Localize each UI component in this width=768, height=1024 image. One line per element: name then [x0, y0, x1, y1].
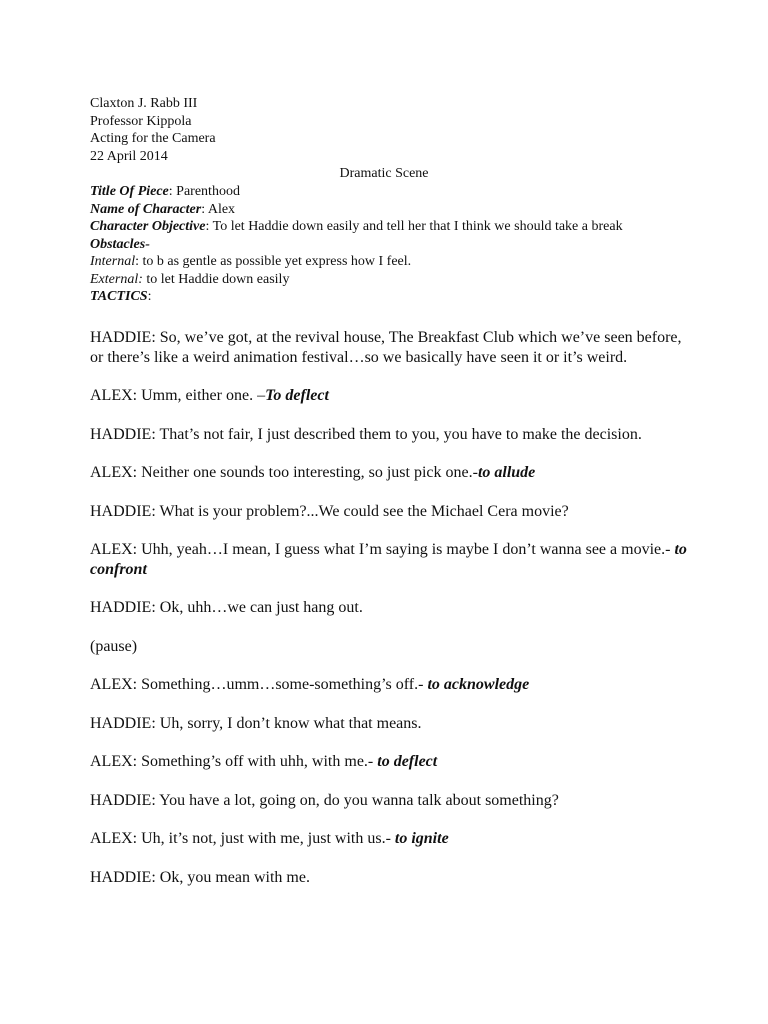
- dialogue-text: ALEX: Umm, either one. –: [90, 387, 266, 404]
- dialogue-text: ALEX: Neither one sounds too interesting, so just pick one.-: [90, 464, 478, 481]
- dialogue-text: HADDIE: Ok, uhh…we can just hang out.: [90, 599, 363, 616]
- internal-obstacle-value: to b as gentle as possible yet express how I feel.: [139, 254, 412, 269]
- scene-metadata: [90, 183, 623, 306]
- character-name-value: Alex: [205, 201, 236, 217]
- professor-name: Professor Kippola: [90, 113, 192, 129]
- dialogue-section: [90, 328, 690, 906]
- dialogue-line: [90, 752, 690, 772]
- obstacles-row: [90, 236, 623, 254]
- scene-title-text: Dramatic Scene: [339, 166, 429, 181]
- tactics-suffix: :: [147, 289, 152, 304]
- dialogue-text: HADDIE: Ok, you mean with me.: [90, 868, 310, 886]
- dialogue-text: HADDIE: Uh, sorry, I don’t know what that means.: [90, 714, 422, 732]
- dialogue-tactic: to deflect: [377, 753, 438, 770]
- dialogue-line: [90, 540, 690, 579]
- dialogue-text: HADDIE: So, we’ve got, at the revival house, The Breakfast Club which we’ve seen before, or there’s like a weird animation festival…so we basically have seen it or it’s weird.: [90, 329, 682, 366]
- dialogue-tactic: to ignite: [394, 830, 449, 847]
- internal-obstacle-label: Internal: [90, 254, 136, 269]
- dialogue-text: ALEX: Uh, it’s not, just with me, just with us.-: [90, 830, 395, 847]
- dialogue-text: ALEX: Uhh, yeah…I mean, I guess what I’m saying is maybe I don’t wanna see a movie.-: [90, 541, 675, 558]
- external-obstacle-row: [90, 271, 623, 289]
- title-of-piece-label: Title Of Piece: [90, 184, 169, 199]
- dialogue-line: [90, 791, 690, 811]
- dialogue-line: [90, 328, 690, 367]
- dialogue-text: HADDIE: You have a lot, going on, do you wanna talk about something?: [90, 791, 559, 809]
- title-of-piece-row: Title Of Piece: Parenthood: [90, 184, 240, 199]
- tactics-row: [90, 288, 623, 306]
- dialogue-line: [90, 598, 690, 618]
- dialogue-line: [90, 868, 690, 888]
- external-obstacle-label: External:: [90, 271, 143, 287]
- dialogue-text: (pause): [90, 637, 138, 655]
- title-of-piece-value: Parenthood: [172, 184, 240, 199]
- document-date: 22 April 2014: [90, 148, 168, 164]
- character-objective-value: To let Haddie down easily and tell her that I think we should take a break: [209, 219, 623, 234]
- stage-direction: [90, 637, 690, 657]
- dialogue-line: [90, 714, 690, 734]
- dialogue-tactic: to confront: [90, 541, 687, 578]
- character-name-row: Name of Character: Alex: [90, 201, 236, 217]
- scene-title: [0, 165, 768, 183]
- tactics-label: TACTICS: [90, 289, 148, 304]
- character-objective-label: Character Objective: [90, 219, 206, 234]
- character-name-label: Name of Character: [90, 201, 202, 217]
- dialogue-text: ALEX: Something’s off with uhh, with me.-: [90, 753, 378, 770]
- document-header: [90, 95, 216, 165]
- internal-obstacle-row: Internal: to b as gentle as possible yet express how I feel.: [90, 254, 412, 269]
- dialogue-tactic: to allude: [477, 464, 536, 481]
- dialogue-line: [90, 502, 690, 522]
- author-name: Claxton J. Rabb III: [90, 96, 198, 111]
- dialogue-tactic: to acknowledge: [427, 676, 530, 693]
- character-objective-row: Character Objective: To let Haddie down easily and tell her that I think we should take a break: [90, 219, 623, 234]
- dialogue-text: HADDIE: That’s not fair, I just described them to you, you have to make the decision.: [90, 425, 642, 443]
- dialogue-text: ALEX: Something…umm…some-something’s off.-: [90, 676, 428, 693]
- obstacles-label: Obstacles-: [90, 236, 150, 252]
- dialogue-line: [90, 829, 690, 849]
- dialogue-line: [90, 463, 690, 483]
- external-obstacle-value: to let Haddie down easily: [142, 271, 290, 287]
- dialogue-line: [90, 425, 690, 445]
- dialogue-line: [90, 386, 690, 406]
- dialogue-text: HADDIE: What is your problem?...We could see the Michael Cera movie?: [90, 502, 569, 520]
- course-name: Acting for the Camera: [90, 131, 216, 146]
- dialogue-tactic: To deflect: [265, 387, 329, 404]
- dialogue-line: [90, 675, 690, 695]
